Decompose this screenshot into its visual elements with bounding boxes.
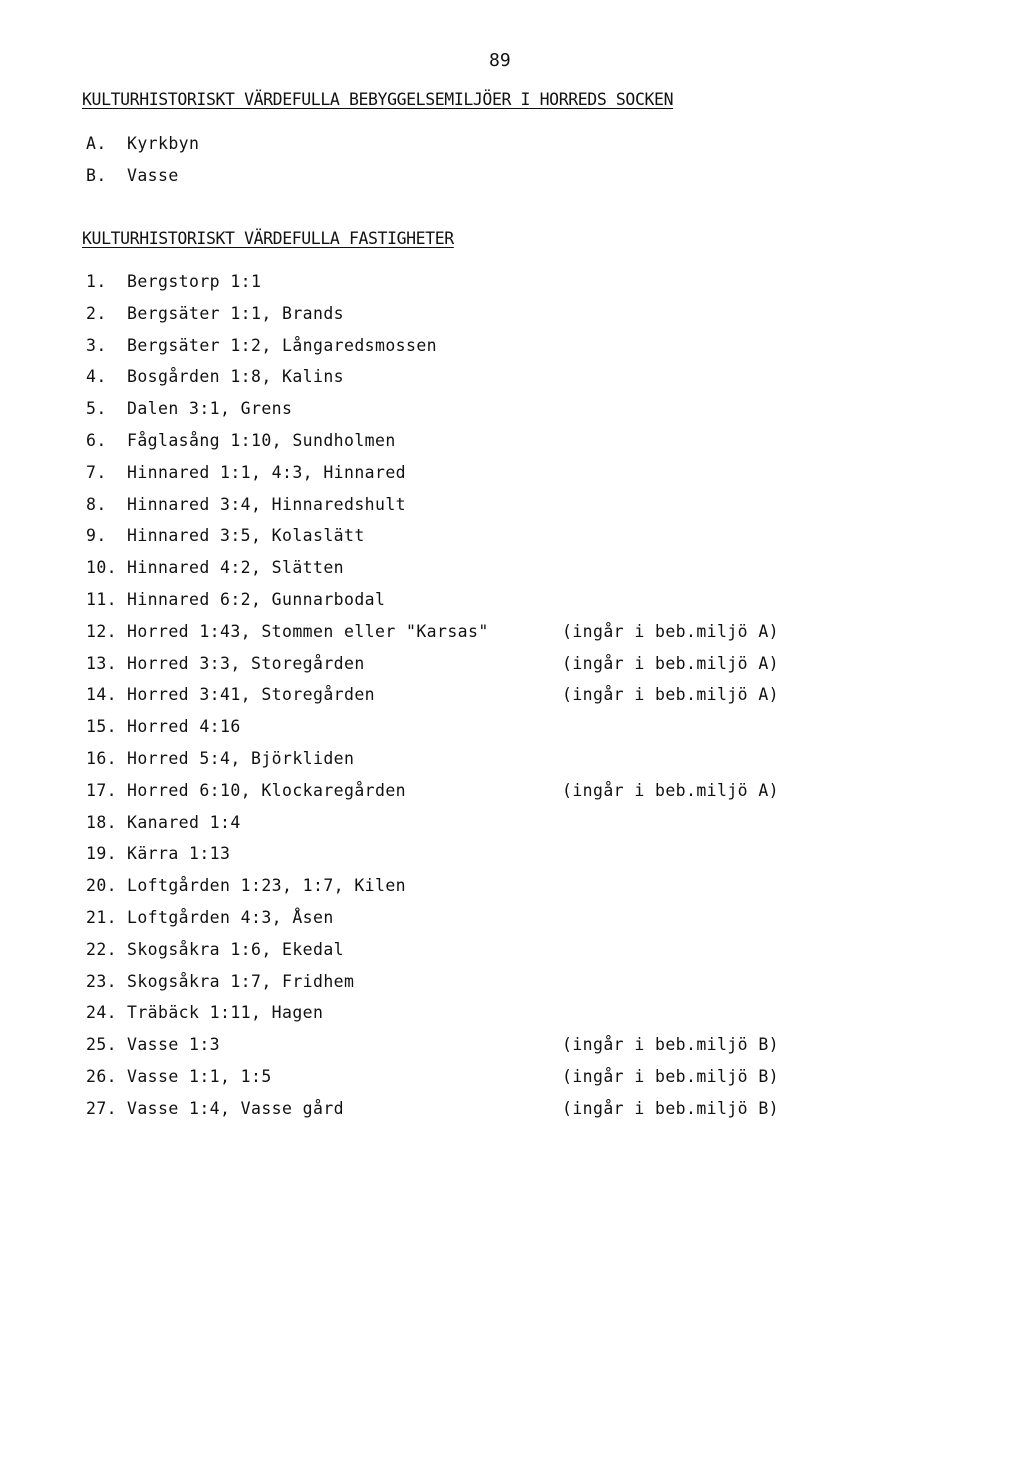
item-num: 9. <box>86 526 107 546</box>
item-name: Träbäck 1:11, Hagen <box>127 1003 324 1023</box>
item-num: 12. <box>86 621 118 641</box>
section-title-environments: KULTURHISTORISKT VÄRDEFULLA BEBYGGELSEMILJÖER I HORREDS SOCKEN <box>82 90 674 109</box>
item-num: A. <box>86 134 107 153</box>
item-name: Kyrkbyn <box>127 134 200 153</box>
item-num: 24. <box>86 1003 118 1023</box>
item-num: 10. <box>86 558 118 578</box>
item-name: Vasse 1:4, Vasse gård <box>127 1098 345 1118</box>
item-num: 13. <box>86 653 118 673</box>
item-name: Bergstorp 1:1 <box>127 272 262 291</box>
item-num: 23. <box>86 971 118 991</box>
item-name: Hinnared 6:2, Gunnarbodal <box>127 590 386 609</box>
item-num: 4. <box>86 367 107 387</box>
item-num: B. <box>86 165 107 185</box>
item-name: Hinnared 1:1, 4:3, Hinnared <box>127 462 407 482</box>
item-num: 16. <box>86 749 118 768</box>
item-num: 22. <box>86 939 118 959</box>
item-num: 25. <box>86 1035 118 1055</box>
section-title-properties: KULTURHISTORISKT VÄRDEFULLA FASTIGHETER <box>82 229 454 248</box>
item-name: Horred 1:43, Stommen eller "Karsas" <box>127 621 489 641</box>
item-num: 11. <box>86 590 118 609</box>
item-num: 5. <box>86 399 107 419</box>
item-num: 8. <box>86 494 107 514</box>
item-num: 15. <box>86 717 118 737</box>
item-name: Horred 3:41, Storegården <box>127 685 376 705</box>
item-name: Hinnared 3:5, Kolaslätt <box>127 526 365 546</box>
item-name: Bosgården 1:8, Kalins <box>127 367 345 387</box>
item-note: (ingår i beb.miljö A) <box>562 621 780 641</box>
item-name: Fåglasång 1:10, Sundholmen <box>127 431 396 450</box>
item-name: Bergsäter 1:2, Långaredsmossen <box>127 335 438 355</box>
item-num: 20. <box>86 876 118 896</box>
item-name: Vasse 1:1, 1:5 <box>127 1067 272 1086</box>
item-name: Hinnared 3:4, Hinnaredshult <box>127 494 407 514</box>
item-note: (ingår i beb.miljö B) <box>562 1035 780 1055</box>
item-name: Horred 3:3, Storegården <box>127 653 365 673</box>
item-note: (ingår i beb.miljö A) <box>562 653 780 673</box>
item-name: Kanared 1:4 <box>127 812 241 832</box>
item-name: Horred 4:16 <box>127 717 241 737</box>
item-num: 7. <box>86 462 107 482</box>
item-name: Kärra 1:13 <box>127 844 231 864</box>
item-note: (ingår i beb.miljö A) <box>562 780 780 800</box>
item-name: Skogsåkra 1:6, Ekedal <box>127 939 345 959</box>
page-number: 89 <box>489 50 511 71</box>
item-num: 26. <box>86 1067 118 1086</box>
item-num: 27. <box>86 1098 118 1118</box>
item-name: Skogsåkra 1:7, Fridhem <box>127 971 355 991</box>
item-name: Hinnared 4:2, Slätten <box>127 558 345 578</box>
item-num: 21. <box>86 908 118 927</box>
item-name: Bergsäter 1:1, Brands <box>127 303 345 323</box>
item-num: 3. <box>86 335 107 355</box>
item-num: 2. <box>86 303 107 323</box>
item-name: Loftgården 1:23, 1:7, Kilen <box>127 876 407 896</box>
item-num: 17. <box>86 780 118 800</box>
item-name: Vasse 1:3 <box>127 1035 221 1055</box>
item-name: Horred 5:4, Björkliden <box>127 749 355 768</box>
item-num: 14. <box>86 685 118 705</box>
item-name: Vasse <box>127 165 179 185</box>
item-name: Horred 6:10, Klockaregården <box>127 780 407 800</box>
item-num: 19. <box>86 844 118 864</box>
item-name: Loftgården 4:3, Åsen <box>127 908 334 927</box>
item-num: 1. <box>86 272 107 291</box>
item-note: (ingår i beb.miljö B) <box>562 1098 780 1118</box>
item-num: 18. <box>86 812 118 832</box>
item-num: 6. <box>86 431 107 450</box>
item-note: (ingår i beb.miljö A) <box>562 685 780 705</box>
item-note: (ingår i beb.miljö B) <box>562 1067 780 1086</box>
item-name: Dalen 3:1, Grens <box>127 399 293 419</box>
